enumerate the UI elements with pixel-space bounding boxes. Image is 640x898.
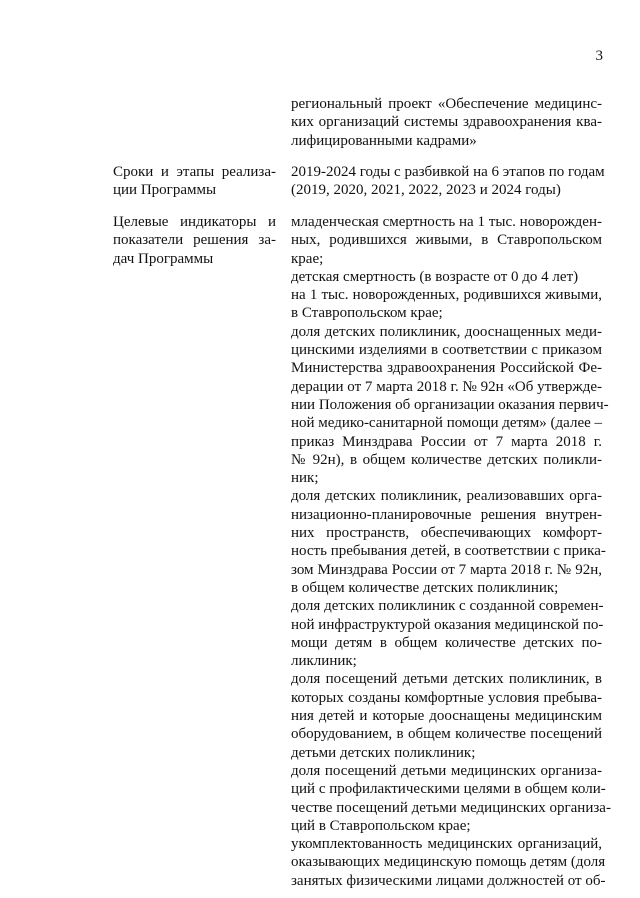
value-line: № 92н), в общем количестве детских поликли- (291, 451, 602, 468)
value-line: в Ставропольском крае; (291, 305, 443, 322)
value-line: ных, родившихся живыми, в Ставропольском (291, 232, 602, 249)
page-number: 3 (595, 48, 603, 64)
value-line: ной инфраструктурой оказания медицинской по- (291, 616, 604, 633)
value-line: оборудованием, в общем количестве посещений (291, 726, 602, 743)
value-line: честве посещений детьми медицинских организа- (291, 799, 611, 816)
value-line: (2019, 2020, 2021, 2022, 2023 и 2024 годы) (291, 182, 561, 199)
label-line: дач Программы (113, 250, 214, 267)
value-line: дерации от 7 марта 2018 г. № 92н «Об утвержде- (291, 378, 602, 395)
value-line: Министерства здравоохранения Российской Фе- (291, 360, 602, 377)
timeline-label (113, 163, 276, 200)
value-line: ций в Ставропольском крае; (291, 817, 471, 834)
value-line: детская смертность (в возрасте от 0 до 4 лет) (291, 268, 579, 285)
value-line: оказывающих медицинскую помощь детям (доля (291, 854, 606, 871)
indicators-value (291, 213, 611, 890)
value-line: приказ Минздрава России от 7 марта 2018 г. (291, 433, 602, 450)
value-line: крае; (291, 250, 324, 267)
value-line: ник; (291, 470, 319, 487)
value-line: ликлиник; (291, 653, 357, 670)
value-line: низационно-планировочные решения внутрен- (291, 506, 602, 523)
value-line: доля детских поликлиник, реализовавших орга- (291, 488, 602, 505)
value-line: детьми детских поликлиник; (291, 744, 476, 761)
value-line: укомплектованность медицинских организаций, (291, 836, 602, 853)
value-line: которых созданы комфортные условия пребыва- (291, 689, 602, 706)
label-line: Целевые индикаторы и (113, 214, 276, 230)
value-line: занятых физическими лицами должностей от об- (291, 872, 606, 889)
value-line: ций с профилактическими целями в общем коли- (291, 781, 606, 798)
timeline-value (291, 163, 605, 200)
label-line: показатели решения за- (113, 232, 276, 249)
value-line: доля посещений детьми детских поликлиник, в (291, 671, 602, 688)
value-line: в общем количестве детских поликлиник; (291, 579, 559, 596)
value-line: них пространств, обеспечивающих комфорт- (291, 525, 602, 542)
value-line: на 1 тыс. новорожденных, родившихся живыми, (291, 287, 602, 304)
label-line: Сроки и этапы реализа- (113, 164, 276, 180)
value-line: доля посещений детьми медицинских организа- (291, 762, 602, 779)
value-line: доля детских поликлиник с созданной современ- (291, 598, 604, 615)
regional-project-text (291, 95, 602, 150)
value-line: региональный проект «Обеспечение медицинс- (291, 96, 602, 112)
value-line: ких организаций системы здравоохранения ква- (291, 114, 602, 131)
value-line: цинскими изделиями в соответствии с приказом (291, 342, 602, 359)
value-line: лифицированными кадрами» (291, 132, 477, 149)
value-line: нии Положения об организации оказания первич- (291, 396, 609, 413)
value-line: ной медико-санитарной помощи детям» (далее – (291, 415, 603, 432)
label-line: ции Программы (113, 182, 217, 199)
value-line: ность пребывания детей, в соответствии с прика- (291, 543, 606, 560)
value-line: младенческая смертность на 1 тыс. новорожден- (291, 214, 602, 230)
value-line: мощи детям в общем количестве детских по- (291, 634, 602, 651)
value-line: доля детских поликлиник, дооснащенных меди- (291, 323, 602, 340)
value-line: ния детей и которые дооснащены медицинским (291, 708, 602, 725)
value-line: 2019-2024 годы с разбивкой на 6 этапов по годам (291, 164, 605, 180)
value-line: зом Минздрава России от 7 марта 2018 г. № 92н, (291, 561, 602, 578)
indicators-label (113, 213, 276, 268)
